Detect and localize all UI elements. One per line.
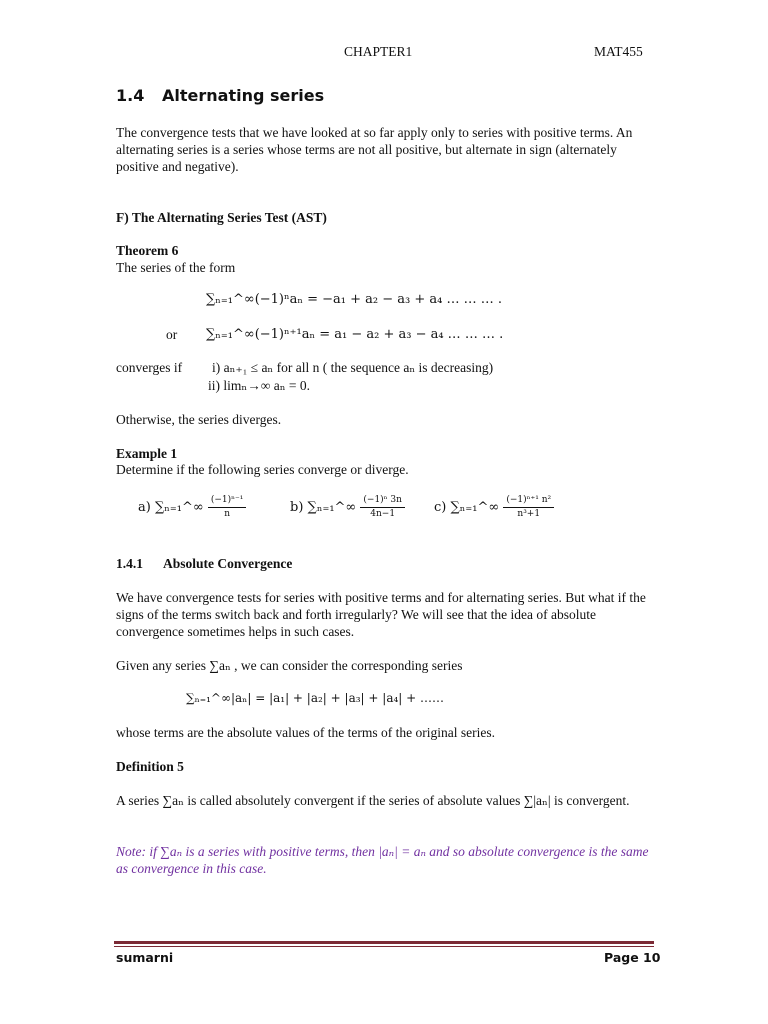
header-chapter: CHAPTER1 bbox=[344, 44, 413, 59]
absolute-series-formula: ∑ₙ₌₁^∞|aₙ| = |a₁| + |a₂| + |a₃| + |a₄| + …… bbox=[186, 691, 445, 705]
condition-2: ii) limₙ→∞ aₙ = 0. bbox=[208, 378, 311, 393]
section-title-text: Alternating series bbox=[162, 86, 325, 105]
example-a-sum: ∑ₙ₌₁^∞ bbox=[154, 500, 204, 515]
example-b-label: b) bbox=[290, 500, 304, 515]
test-heading: F) The Alternating Series Test (AST) bbox=[116, 210, 327, 225]
subsection-title bbox=[116, 556, 292, 572]
example-a-numerator: (−1)ⁿ⁻¹ bbox=[208, 494, 247, 508]
note-text: Note: if ∑aₙ is a series with positive terms, then |aₙ| = aₙ and so absolute convergence is the same as convergence in this case. bbox=[116, 844, 649, 876]
example-c bbox=[434, 494, 554, 521]
example-a-label: a) bbox=[138, 500, 151, 515]
definition-title: Definition 5 bbox=[116, 759, 184, 774]
definition-text: A series ∑aₙ is called absolutely convergent if the series of absolute values ∑|aₙ| is convergent. bbox=[116, 793, 630, 808]
theorem-formula-2: ∑ₙ₌₁^∞(−1)ⁿ⁺¹aₙ = a₁ − a₂ + a₃ − a₄ … … … . bbox=[206, 327, 504, 342]
otherwise-text: Otherwise, the series diverges. bbox=[116, 412, 282, 427]
example-c-denominator: n³+1 bbox=[517, 509, 541, 519]
example-b-sum: ∑ₙ₌₁^∞ bbox=[307, 500, 357, 515]
example-c-fraction bbox=[503, 494, 554, 521]
example-title: Example 1 bbox=[116, 446, 178, 461]
absolute-convergence-paragraph: We have convergence tests for series with positive terms and for alternating series. But what if the signs of the terms switch back and forth irregularly? We will see that the idea of absolute convergence sometimes helps in such cases. bbox=[116, 590, 646, 639]
theorem-title: Theorem 6 bbox=[116, 243, 179, 258]
or-label: or bbox=[166, 327, 178, 342]
theorem-formula-1: ∑ₙ₌₁^∞(−1)ⁿaₙ = −a₁ + a₂ − a₃ + a₄ … … … . bbox=[206, 292, 503, 307]
footer-page: Page 10 bbox=[604, 950, 661, 965]
example-b-denominator: 4n−1 bbox=[370, 509, 396, 519]
theorem-text: The series of the form bbox=[116, 260, 236, 275]
example-a-fraction bbox=[208, 494, 247, 521]
footer-rule-thin bbox=[114, 946, 654, 947]
section-number: 1.4 bbox=[116, 86, 145, 105]
subsection-title-text: Absolute Convergence bbox=[163, 556, 293, 571]
subsection-number: 1.4.1 bbox=[116, 556, 143, 571]
header-course: MAT455 bbox=[594, 44, 643, 59]
example-b bbox=[290, 494, 405, 521]
example-text: Determine if the following series converge or diverge. bbox=[116, 462, 409, 477]
example-a bbox=[138, 494, 246, 521]
example-c-sum: ∑ₙ₌₁^∞ bbox=[450, 500, 500, 515]
example-c-numerator: (−1)ⁿ⁺¹ n² bbox=[503, 494, 554, 508]
footer-author: sumarni bbox=[116, 950, 174, 965]
condition-1: i) aₙ₊₁ ≤ aₙ for all n ( the sequence aₙ is decreasing) bbox=[212, 360, 494, 375]
given-line: Given any series ∑aₙ , we can consider the corresponding series bbox=[116, 658, 463, 673]
example-a-denominator: n bbox=[224, 509, 230, 519]
example-b-fraction bbox=[360, 494, 405, 521]
example-b-numerator: (−1)ⁿ 3n bbox=[360, 494, 405, 508]
example-c-label: c) bbox=[434, 500, 447, 515]
whose-line: whose terms are the absolute values of the terms of the original series. bbox=[116, 725, 496, 740]
intro-paragraph: The convergence tests that we have looked at so far apply only to series with positive terms. An alternating series is a series whose terms are not all positive, but alternate in sign (alternately positive and negative). bbox=[116, 125, 633, 174]
footer-rule bbox=[114, 941, 654, 944]
section-title bbox=[116, 86, 324, 105]
converges-label: converges if bbox=[116, 360, 183, 375]
